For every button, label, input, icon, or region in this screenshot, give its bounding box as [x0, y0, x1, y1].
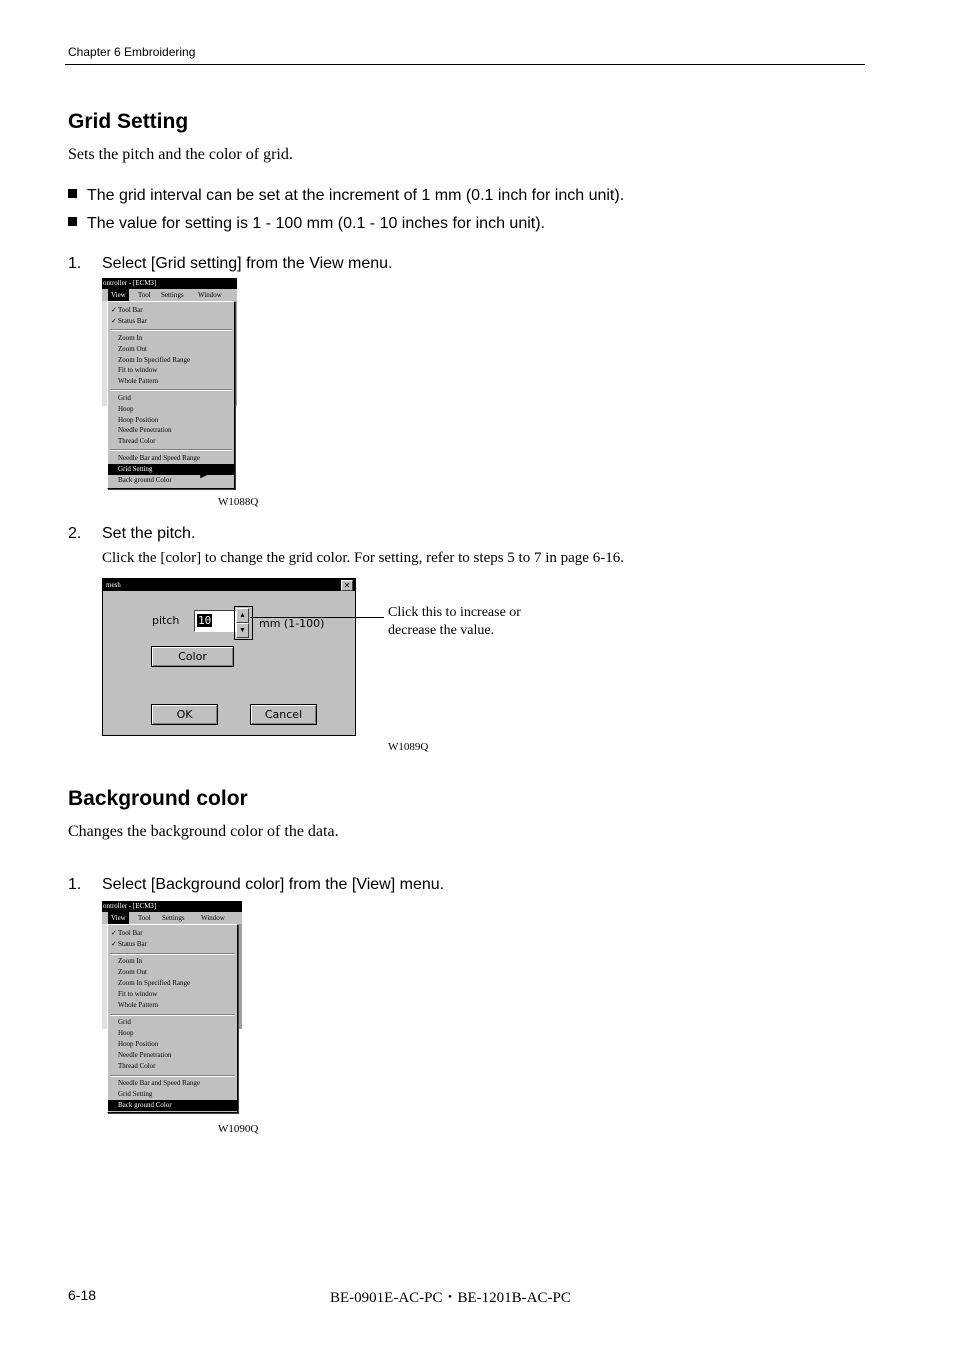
grid-setting-intro: Sets the pitch and the color of grid.: [68, 146, 293, 163]
menu-window[interactable]: Window: [198, 291, 222, 299]
spin-up-button[interactable]: ▲: [236, 608, 249, 623]
callout-leader-line: [250, 617, 384, 618]
menu-item-needle-penetration[interactable]: Needle Penetration: [118, 426, 172, 434]
check-icon: ✓: [111, 306, 117, 314]
pitch-label: pitch: [152, 614, 180, 627]
ok-button[interactable]: OK: [151, 704, 218, 725]
bullet-square-icon: [68, 189, 77, 198]
menu-item-hoop[interactable]: Hoop: [118, 405, 134, 413]
menu-item-background-color[interactable]: Back ground Color: [108, 1100, 237, 1111]
spin-down-button[interactable]: ▼: [236, 623, 249, 638]
menu-item-fit-window[interactable]: Fit to window: [118, 366, 158, 374]
menu-item-grid-setting[interactable]: Grid Setting: [118, 1090, 153, 1098]
menu-item-thread-color[interactable]: Thread Color: [118, 1062, 156, 1070]
step-number: 1.: [68, 255, 82, 272]
header-rule: [65, 64, 865, 65]
menu-separator: [110, 1014, 235, 1016]
menu-item-grid-setting[interactable]: Grid Setting: [108, 464, 234, 475]
figure-caption: W1088Q: [218, 496, 259, 508]
background-color-intro: Changes the background color of the data.: [68, 823, 339, 840]
menu-view[interactable]: View: [108, 912, 129, 924]
menu-item-whole-pattern[interactable]: Whole Pattern: [118, 377, 159, 385]
menu-tool[interactable]: Tool: [138, 914, 151, 922]
menu-item-hoop[interactable]: Hoop: [118, 1029, 134, 1037]
callout-line-2: decrease the value.: [388, 623, 495, 638]
close-icon[interactable]: ✕: [341, 580, 353, 591]
step-2-grid: [68, 525, 195, 543]
menu-item-hoop-position[interactable]: Hoop Position: [118, 416, 159, 424]
dialog-title: mesh: [103, 579, 355, 591]
step-number: 2.: [68, 525, 82, 542]
window-edge: [238, 924, 242, 1029]
menu-item-hoop-position[interactable]: Hoop Position: [118, 1040, 159, 1048]
pitch-input[interactable]: [194, 610, 236, 632]
menu-item-needle-penetration[interactable]: Needle Penetration: [118, 1051, 172, 1059]
menu-item-needle-bar-speed[interactable]: Needle Bar and Speed Range: [118, 1079, 201, 1087]
menu-item-fit-window[interactable]: Fit to window: [118, 990, 158, 998]
menu-separator: [110, 1075, 235, 1077]
menu-separator: [110, 449, 232, 451]
menu-item-tool-bar[interactable]: ✓ Tool Bar: [111, 929, 143, 937]
menu-window[interactable]: Window: [201, 914, 225, 922]
menu-item-thread-color[interactable]: Thread Color: [118, 437, 156, 445]
check-icon: ✓: [111, 317, 117, 325]
step-text: Select [Background color] from the [View] menu.: [102, 876, 445, 893]
menu-separator: [110, 389, 232, 391]
step-1-background: [68, 876, 444, 894]
menu-bar: [102, 912, 242, 924]
menu-view[interactable]: View: [108, 289, 129, 301]
menu-item-zoom-in[interactable]: Zoom In: [118, 334, 143, 342]
bullet-text: The grid interval can be set at the increment of 1 mm (0.1 inch for inch unit).: [87, 187, 625, 204]
menu-item-grid[interactable]: Grid: [118, 1018, 131, 1026]
check-icon: ✓: [111, 940, 117, 948]
bullet-item: [68, 187, 624, 205]
mesh-dialog: [102, 578, 356, 736]
menu-item-status-bar[interactable]: ✓ Status Bar: [111, 940, 147, 948]
color-button[interactable]: Color: [151, 646, 234, 667]
step-text: Set the pitch.: [102, 525, 196, 542]
background-color-title: Background color: [68, 787, 248, 810]
model-number: BE-0901E-AC-PC・BE-1201B-AC-PC: [330, 1290, 571, 1306]
pitch-value: 10: [198, 614, 212, 627]
view-dropdown-menu-1: [107, 301, 235, 489]
menu-settings[interactable]: Settings: [161, 291, 184, 299]
check-icon: ✓: [111, 929, 117, 937]
bullet-square-icon: [68, 217, 77, 226]
figure-caption: W1090Q: [218, 1123, 259, 1135]
menu-item-zoom-out[interactable]: Zoom Out: [118, 968, 147, 976]
menu-bar: [102, 289, 237, 301]
figure-caption: W1089Q: [388, 741, 429, 753]
menu-item-whole-pattern[interactable]: Whole Pattern: [118, 1001, 159, 1009]
menu-separator: [110, 329, 232, 331]
bullet-item: [68, 215, 545, 233]
menu-item-zoom-in[interactable]: Zoom In: [118, 957, 143, 965]
view-dropdown-menu-2: [107, 924, 238, 1113]
window-title: ontroller - [ECM3]: [102, 278, 237, 289]
menu-item-zoom-range[interactable]: Zoom In Specified Range: [118, 356, 191, 364]
menu-item-needle-bar-speed[interactable]: Needle Bar and Speed Range: [118, 454, 201, 462]
menu-item-grid[interactable]: Grid: [118, 394, 131, 402]
chapter-header: Chapter 6 Embroidering: [68, 45, 196, 59]
menu-tool[interactable]: Tool: [138, 291, 151, 299]
menu-item-zoom-out[interactable]: Zoom Out: [118, 345, 147, 353]
grid-setting-title: Grid Setting: [68, 110, 189, 133]
menu-item-tool-bar[interactable]: ✓ Tool Bar: [111, 306, 143, 314]
window-title: ontroller - [ECM3]: [102, 901, 242, 912]
menu-item-background-color[interactable]: Back ground Color: [118, 476, 172, 484]
step-text: Select [Grid setting] from the View menu.: [102, 255, 393, 272]
step-2-detail: Click the [color] to change the grid color. For setting, refer to steps 5 to 7 in page 6-16.: [102, 550, 624, 566]
menu-item-zoom-range[interactable]: Zoom In Specified Range: [118, 979, 191, 987]
step-1-grid: [68, 255, 393, 273]
menu-settings[interactable]: Settings: [162, 914, 185, 922]
page-number: 6-18: [68, 1287, 97, 1303]
menu-item-status-bar[interactable]: ✓ Status Bar: [111, 317, 147, 325]
cancel-button[interactable]: Cancel: [250, 704, 317, 725]
menu-separator: [110, 953, 235, 955]
callout-line-1: Click this to increase or: [388, 605, 521, 620]
step-number: 1.: [68, 876, 82, 893]
bullet-text: The value for setting is 1 - 100 mm (0.1 - 10 inches for inch unit).: [87, 215, 545, 232]
unit-label: mm (1-100): [259, 617, 325, 630]
spinner-callout: [388, 604, 521, 640]
